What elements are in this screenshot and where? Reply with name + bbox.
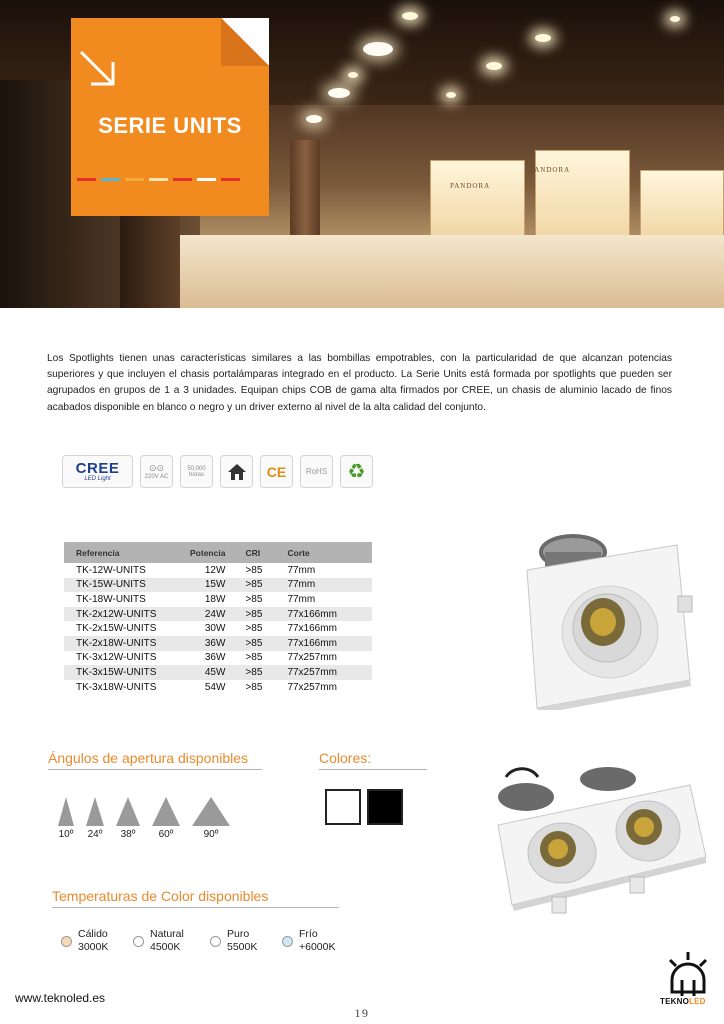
spec-row	[64, 563, 372, 578]
spec-table	[64, 542, 372, 694]
cree-logo-sub: LED Light	[84, 476, 111, 482]
angles-title: Ángulos de apertura disponibles	[48, 750, 249, 766]
colors-title: Colores:	[319, 750, 372, 766]
ceiling-lamp	[363, 42, 393, 56]
beam-angle-label: 10º	[58, 829, 74, 840]
cell-corte: 77mm	[287, 579, 316, 591]
cell-referencia: TK-2x18W-UNITS	[76, 637, 157, 649]
spec-row	[64, 607, 372, 622]
color-stripe	[149, 178, 168, 181]
spec-row	[64, 636, 372, 651]
cell-potencia: 54W	[204, 681, 226, 693]
beam-angle-label: 90º	[203, 829, 219, 840]
color-stripe	[77, 178, 96, 181]
temperature-value: +6000K	[299, 941, 336, 953]
color-temperature-item	[61, 928, 108, 954]
temperature-dot-icon	[61, 936, 72, 947]
cell-referencia: TK-2x15W-UNITS	[76, 623, 157, 635]
cell-corte: 77mm	[287, 593, 316, 605]
ce-mark-icon: CE	[260, 455, 293, 488]
recycle-icon: ♻	[340, 455, 373, 488]
ceiling-spot	[535, 34, 551, 42]
cell-potencia: 45W	[204, 666, 226, 678]
cell-corte: 77mm	[287, 564, 316, 576]
ceiling-spot	[348, 72, 358, 78]
col-referencia: Referencia	[76, 547, 120, 558]
ceiling-lamp	[306, 115, 322, 123]
beam-angle-item	[116, 797, 140, 840]
logo-word-tekno: TEKNO	[660, 997, 689, 1006]
color-swatch-black	[367, 789, 403, 825]
cell-corte: 77x166mm	[287, 623, 337, 635]
cell-potencia: 15W	[204, 579, 226, 591]
cell-potencia: 30W	[204, 623, 226, 635]
cell-referencia: TK-3x12W-UNITS	[76, 652, 157, 664]
arrow-down-right-icon	[77, 48, 117, 88]
cell-corte: 77x257mm	[287, 681, 337, 693]
temperature-name: Natural	[150, 928, 184, 940]
voltage-label: 220V AC	[144, 474, 169, 480]
temperatures-title: Temperaturas de Color disponibles	[52, 888, 269, 904]
beam-cone-icon	[192, 797, 230, 826]
ceiling-spot	[486, 62, 502, 70]
color-temperature-item	[210, 928, 257, 954]
temperature-value: 3000K	[78, 941, 109, 953]
spec-row	[64, 651, 372, 666]
logo-word-led: LED	[689, 997, 706, 1006]
beam-angle-label: 60º	[158, 829, 174, 840]
temperature-name: Frío	[299, 928, 318, 940]
single-spotlight-product-image	[515, 530, 705, 710]
teknoled-logo	[662, 950, 714, 1008]
website-url: www.teknoled.es	[15, 991, 106, 1005]
cell-potencia: 36W	[204, 652, 226, 664]
cell-cri: >85	[245, 681, 263, 693]
cell-cri: >85	[245, 608, 263, 620]
rohs-icon: RoHS	[300, 455, 333, 488]
cell-referencia: TK-3x15W-UNITS	[76, 666, 157, 678]
col-corte: Corte	[287, 547, 310, 558]
series-title: SERIE UNITS	[98, 113, 242, 138]
cell-corte: 77x166mm	[287, 608, 337, 620]
beam-angle-item	[192, 797, 230, 840]
cree-logo-text: CREE	[75, 460, 120, 477]
cell-cri: >85	[245, 637, 263, 649]
color-temperature-item	[133, 928, 184, 954]
display-shelf	[535, 150, 630, 240]
beam-angles-list	[58, 797, 242, 840]
col-cri: CRI	[245, 547, 261, 558]
page-fold-corner	[221, 18, 269, 66]
color-swatch-white	[325, 789, 361, 825]
temperature-value: 5500K	[227, 941, 258, 953]
cell-corte: 77x257mm	[287, 666, 337, 678]
spec-row	[64, 578, 372, 593]
hero-store-photo	[0, 0, 724, 308]
ceiling-spot	[402, 12, 418, 20]
store-display-case	[120, 200, 180, 308]
spec-row	[64, 592, 372, 607]
temperature-dot-icon	[282, 936, 293, 947]
spec-row	[64, 621, 372, 636]
lifetime-hours-icon	[180, 455, 213, 488]
page-number: 19	[354, 1006, 370, 1020]
color-stripe	[221, 178, 240, 181]
cell-corte: 77x166mm	[287, 637, 337, 649]
hours-label: horas	[188, 471, 204, 478]
cell-cri: >85	[245, 564, 263, 576]
cell-potencia: 36W	[204, 637, 226, 649]
color-stripe	[125, 178, 144, 181]
temperatures-divider	[52, 907, 339, 908]
temperature-text	[299, 928, 336, 954]
temperature-value: 4500K	[150, 941, 181, 953]
temperature-dot-icon	[133, 936, 144, 947]
color-stripes	[77, 178, 240, 181]
color-temperature-item	[282, 928, 336, 954]
cell-potencia: 12W	[204, 564, 226, 576]
cell-cri: >85	[245, 593, 263, 605]
temperature-name: Puro	[227, 928, 250, 940]
col-potencia: Potencia	[190, 547, 226, 558]
temperature-text	[227, 928, 257, 954]
beam-angle-label: 24º	[87, 829, 103, 840]
store-brand-sign: PANDORA	[450, 182, 491, 190]
spec-row	[64, 680, 372, 695]
beam-angle-label: 38º	[120, 829, 136, 840]
colors-divider	[319, 769, 427, 770]
display-counter	[180, 235, 724, 308]
beam-angle-item	[152, 797, 180, 840]
store-brand-sign: PANDORA	[530, 166, 571, 174]
cree-logo-icon	[62, 455, 133, 488]
temperature-text	[78, 928, 108, 954]
cell-cri: >85	[245, 579, 263, 591]
ceiling-spot	[670, 16, 680, 22]
cell-referencia: TK-15W-UNITS	[76, 579, 146, 591]
cell-corte: 77x257mm	[287, 652, 337, 664]
beam-cone-icon	[58, 797, 74, 826]
display-shelf	[430, 160, 525, 238]
color-stripe	[197, 178, 216, 181]
double-spotlight-product-image	[490, 765, 710, 915]
cell-potencia: 18W	[204, 593, 226, 605]
house-icon	[220, 455, 253, 488]
color-stripe	[101, 178, 120, 181]
cell-referencia: TK-18W-UNITS	[76, 593, 146, 605]
voltage-icon	[140, 455, 173, 488]
beam-cone-icon	[152, 797, 180, 826]
temperature-name: Cálido	[78, 928, 108, 940]
intro-paragraph: Los Spotlights tienen unas características similares a las bombillas empotrables, con la particularidad de que alcanzan potencias superiores y que incluyen el chasis portalámparas integrado en el producto. La Serie Units está formada por spotlights que pueden ser agrupados en grupos de 1 a 3 unidades. Equipan chips COB de gama alta firmados por CREE, un chasis de aluminio lacado de finos acabados disponible en blanco o negro y un driver externo al nivel de la alta calidad del conjunto.	[47, 353, 672, 413]
beam-angle-item	[58, 797, 74, 840]
cell-potencia: 24W	[204, 608, 226, 620]
display-shelf	[640, 170, 724, 240]
ceiling-spot	[446, 92, 456, 98]
angles-divider	[48, 769, 262, 770]
beam-cone-icon	[86, 797, 104, 826]
spec-table-header	[64, 542, 372, 563]
color-stripe	[173, 178, 192, 181]
ceiling-lamp	[328, 88, 350, 98]
temperature-text	[150, 928, 184, 954]
cell-cri: >85	[245, 666, 263, 678]
beam-angle-item	[86, 797, 104, 840]
plug-symbol: ⊙⊙	[148, 463, 165, 473]
spec-row	[64, 665, 372, 680]
cell-cri: >85	[245, 652, 263, 664]
hours-value: 50,000	[187, 465, 206, 472]
beam-cone-icon	[116, 797, 140, 826]
cell-referencia: TK-2x12W-UNITS	[76, 608, 157, 620]
teknoled-wordmark	[660, 997, 706, 1006]
temperature-dot-icon	[210, 936, 221, 947]
cell-referencia: TK-12W-UNITS	[76, 564, 146, 576]
series-badge	[71, 18, 269, 216]
cell-cri: >85	[245, 623, 263, 635]
teknoled-logo-icon	[662, 950, 714, 998]
store-pillar	[290, 140, 320, 250]
certification-icons	[62, 455, 373, 488]
cell-referencia: TK-3x18W-UNITS	[76, 681, 157, 693]
